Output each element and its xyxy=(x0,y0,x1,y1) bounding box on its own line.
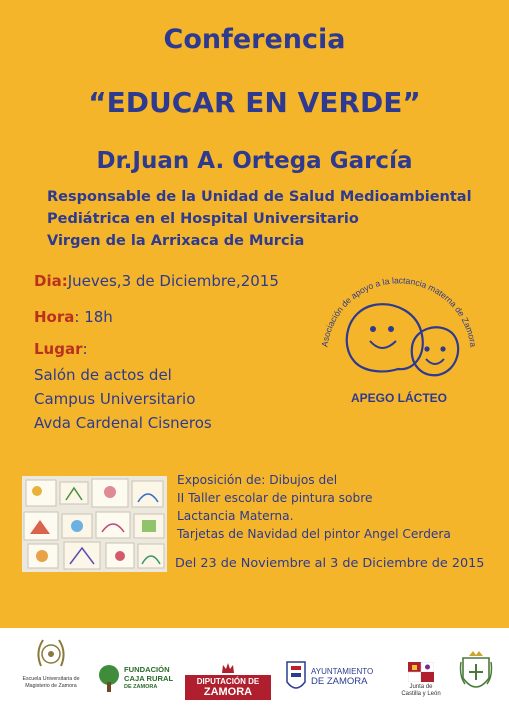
speaker-description-line: Pediátrica en el Hospital Universitario xyxy=(47,211,359,227)
fundacion-logo xyxy=(96,664,178,694)
apego-lacteo-logo xyxy=(310,275,488,410)
junta-line: Castilla y León xyxy=(401,691,441,697)
conference-title: “EDUCAR EN VERDE” xyxy=(88,86,421,119)
diputacion-line: DIPUTACIÓN DE xyxy=(196,677,260,686)
speaker-description-line: Virgen de la Arrixaca de Murcia xyxy=(47,233,305,249)
ayuntamiento-line: AYUNTAMIENTO xyxy=(311,667,374,676)
junta-line: Junta de xyxy=(409,684,433,690)
place-line: Campus Universitario xyxy=(34,390,196,408)
fundacion-line: CAJA RURAL xyxy=(124,673,174,683)
exhibition-line: Exposición de: Dibujos del xyxy=(177,473,338,487)
date-label: Dia: xyxy=(34,272,68,290)
city-shield-icon xyxy=(285,660,307,694)
time-value: : 18h xyxy=(74,308,113,326)
diputacion-logo xyxy=(184,661,272,700)
speaker-name: Dr.Juan A. Ortega García xyxy=(96,148,413,174)
date-row xyxy=(34,272,279,290)
coat-of-arms-icon xyxy=(459,650,493,698)
escuela-name: Escuela Universitaria de Magisterio de Zamora xyxy=(22,676,80,689)
escuela-logo xyxy=(22,636,80,689)
exhibition-description xyxy=(177,471,451,543)
speaker-description-line: Responsable de la Unidad de Salud Medioambiental xyxy=(47,189,472,205)
place-label: Lugar xyxy=(34,340,83,358)
baby-face-icon xyxy=(412,327,458,375)
castle-lion-icon xyxy=(408,662,434,682)
crown-icon xyxy=(221,661,235,675)
logo-arc-text: Asociación de apoyo a la lactancia materna de Zamora xyxy=(319,275,479,348)
place-label-colon: : xyxy=(82,340,88,358)
ayuntamiento-line: DE ZAMORA xyxy=(311,676,368,687)
place-label-row xyxy=(34,340,88,358)
municipal-coat-of-arms xyxy=(458,650,494,698)
laurel-crest-icon xyxy=(35,636,67,672)
sponsor-logos-strip xyxy=(0,628,509,720)
exhibition-line: Tarjetas de Navidad del pintor Angel Cerdera xyxy=(177,527,451,541)
time-label: Hora xyxy=(34,308,75,326)
junta-logo xyxy=(395,662,447,698)
mother-face-icon xyxy=(347,304,423,371)
exhibition-line: Lactancia Materna. xyxy=(177,509,294,523)
conference-heading: Conferencia xyxy=(163,24,346,55)
diputacion-line: ZAMORA xyxy=(203,686,253,698)
speaker-description xyxy=(47,186,487,252)
time-row xyxy=(34,308,113,326)
place-line: Salón de actos del xyxy=(34,366,172,384)
place-address xyxy=(34,363,212,435)
tree-icon xyxy=(96,664,122,694)
children-drawings-photo xyxy=(22,476,167,572)
place-line: Avda Cardenal Cisneros xyxy=(34,414,212,432)
fundacion-line: DE ZAMORA xyxy=(124,684,158,691)
ayuntamiento-logo xyxy=(285,660,377,694)
logo-name: APEGO LÁCTEO xyxy=(350,391,448,405)
date-value: Jueves,3 de Diciembre,2015 xyxy=(67,272,279,290)
exhibition-line: II Taller escolar de pintura sobre xyxy=(177,491,373,505)
exhibition-dates: Del 23 de Noviembre al 3 de Diciembre de 2015 xyxy=(175,556,485,571)
fundacion-line: FUNDACIÓN xyxy=(124,665,170,675)
